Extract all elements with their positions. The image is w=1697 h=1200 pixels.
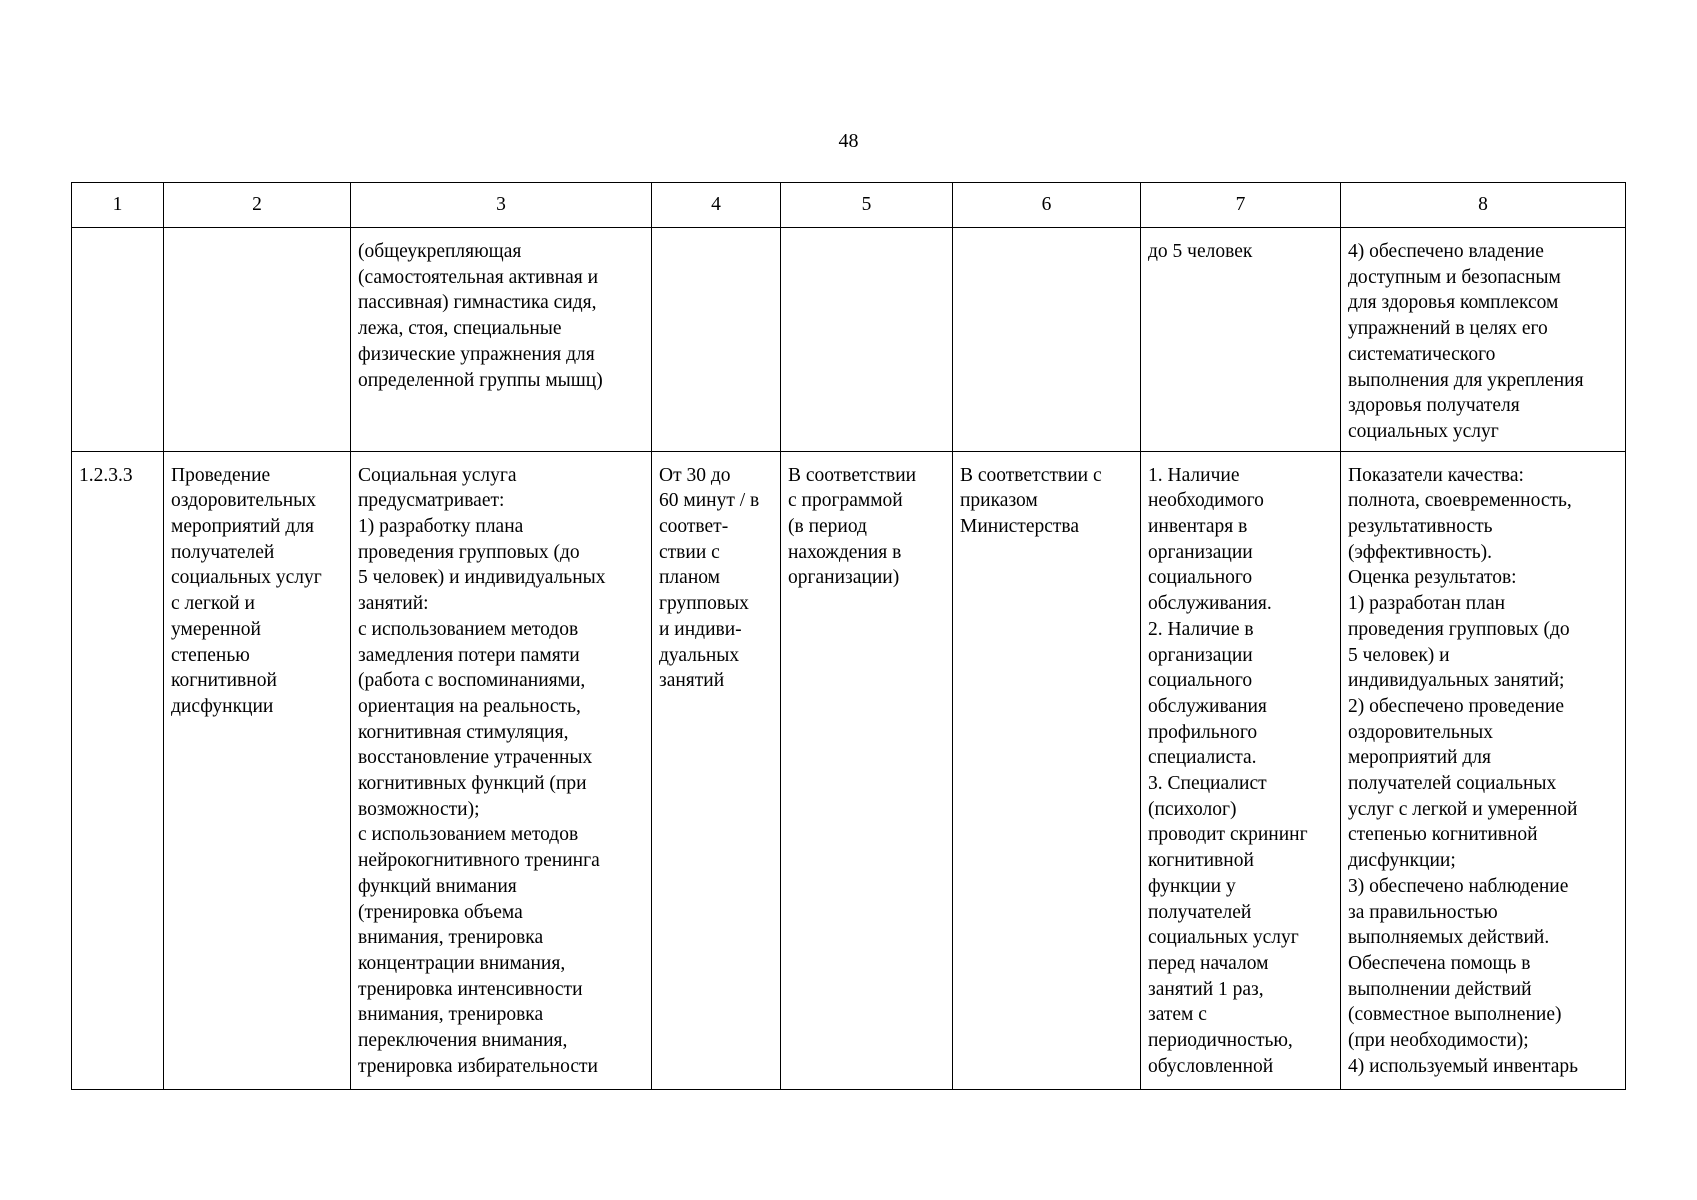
cell-text-line: 60 минут / в: [659, 490, 760, 512]
cell-text-line: перед началом: [1148, 952, 1269, 974]
cell-text-line: результативность: [1348, 516, 1493, 538]
cell-text-line: степенью: [171, 644, 250, 666]
cell-text-line: с использованием методов: [358, 618, 579, 640]
cell-text-line: дисфункции: [171, 695, 274, 717]
column-header: 2: [164, 183, 351, 228]
cell-text-line: 1.2.3.3: [79, 464, 133, 486]
cell-text-line: выполнении действий: [1348, 978, 1532, 1000]
cell-text-line: приказом: [960, 490, 1038, 512]
cell-text-line: организации: [1148, 541, 1253, 563]
cell-text-line: проведения групповых (до: [358, 541, 580, 563]
cell-text-line: 1) разработан план: [1348, 593, 1506, 615]
table-cell: [72, 228, 164, 452]
table-cell: [1141, 228, 1341, 452]
cell-text-line: оздоровительных: [1348, 721, 1494, 743]
cell-text-line: с использованием методов: [358, 824, 579, 846]
cell-text-line: получателей социальных: [1348, 773, 1557, 795]
cell-text-line: Обеспечена помощь в: [1348, 952, 1531, 974]
cell-text-line: когнитивной: [1148, 850, 1254, 872]
cell-text-line: оздоровительных: [171, 490, 317, 512]
cell-text-line: планом: [659, 567, 720, 589]
cell-text-line: 2) обеспечено проведение: [1348, 695, 1564, 717]
cell-text-line: определенной группы мышц): [358, 369, 603, 391]
cell-text-line: занятий:: [358, 593, 429, 615]
cell-text-line: 5 человек) и: [1348, 644, 1450, 666]
cell-text-line: От 30 до: [659, 464, 731, 486]
cell-text-line: упражнений в целях его: [1348, 318, 1548, 340]
cell-text-line: Оценка результатов:: [1348, 567, 1517, 589]
cell-text-line: социального: [1148, 670, 1253, 692]
cell-text-line: Показатели качества:: [1348, 464, 1524, 486]
cell-text-line: групповых: [659, 593, 749, 615]
cell-text-line: услуг с легкой и умеренной: [1348, 798, 1578, 820]
table-row: [72, 228, 1626, 452]
cell-text-line: специалиста.: [1148, 747, 1257, 769]
cell-text-line: В соответствии с: [960, 464, 1102, 486]
page-number: 48: [838, 130, 859, 152]
cell-text-line: выполняемых действий.: [1348, 927, 1550, 949]
table-cell: [72, 451, 164, 1089]
cell-text-line: восстановление утраченных: [358, 747, 593, 769]
cell-text-line: внимания, тренировка: [358, 927, 544, 949]
cell-text-line: тренировка избирательности: [358, 1055, 598, 1077]
cell-text-line: мероприятий для: [171, 516, 314, 538]
cell-text-line: за правильностью: [1348, 901, 1498, 923]
cell-text-line: (совместное выполнение): [1348, 1004, 1562, 1026]
column-header: 5: [781, 183, 953, 228]
cell-text-line: обслуживания: [1148, 695, 1267, 717]
cell-text-line: организации: [1148, 644, 1253, 666]
cell-text-line: (тренировка объема: [358, 901, 523, 923]
cell-text-line: (в период: [788, 516, 867, 538]
cell-text-line: с программой: [788, 490, 903, 512]
cell-text-line: для здоровья комплексом: [1348, 292, 1559, 314]
cell-text-line: Министерства: [960, 516, 1080, 538]
cell-text-line: Проведение: [171, 464, 271, 486]
cell-text-line: 4) используемый инвентарь: [1348, 1055, 1579, 1077]
cell-text-line: (эффективность).: [1348, 541, 1493, 563]
cell-text-line: пассивная) гимнастика сидя,: [358, 292, 597, 314]
cell-text-line: до 5 человек: [1148, 241, 1253, 262]
cell-text-line: (при необходимости);: [1348, 1030, 1529, 1052]
cell-text-line: внимания, тренировка: [358, 1004, 544, 1026]
cell-text-line: полнота, своевременность,: [1348, 490, 1572, 512]
cell-text-line: мероприятий для: [1348, 747, 1491, 769]
cell-text-line: дисфункции;: [1348, 850, 1456, 872]
cell-text-line: необходимого: [1148, 490, 1264, 512]
column-header: 3: [351, 183, 652, 228]
cell-text-line: социальных услуг: [1348, 420, 1499, 442]
cell-text-line: с легкой и: [171, 593, 255, 615]
cell-text-line: предусматривает:: [358, 490, 505, 512]
cell-text-line: занятий: [659, 670, 725, 692]
cell-text-line: проводит скрининг: [1148, 824, 1308, 846]
cell-text-line: выполнения для укрепления: [1348, 369, 1584, 391]
cell-text-line: нейрокогнитивного тренинга: [358, 850, 600, 872]
cell-text-line: получателей: [171, 541, 275, 563]
cell-text-line: ориентация на реальность,: [358, 695, 581, 717]
column-header: 1: [72, 183, 164, 228]
table-cell: [781, 451, 953, 1089]
cell-text-line: периодичностью,: [1148, 1030, 1293, 1052]
cell-text-line: 1. Наличие: [1148, 464, 1240, 486]
column-header: 8: [1341, 183, 1626, 228]
cell-text-line: профильного: [1148, 721, 1258, 743]
cell-text-line: социального: [1148, 567, 1253, 589]
cell-text-line: проведения групповых (до: [1348, 618, 1570, 640]
table-cell: [652, 451, 781, 1089]
cell-text-line: лежа, стоя, специальные: [358, 318, 562, 340]
cell-text-line: затем с: [1148, 1004, 1207, 1026]
cell-text-line: дуальных: [659, 644, 740, 666]
cell-text-line: функции у: [1148, 875, 1236, 897]
table-cell: [164, 451, 351, 1089]
table-cell: [351, 451, 652, 1089]
cell-text-line: физические упражнения для: [358, 343, 595, 365]
cell-text-line: инвентаря в: [1148, 516, 1248, 538]
column-header: 7: [1141, 183, 1341, 228]
table-cell: [953, 228, 1141, 452]
cell-text-line: умеренной: [171, 618, 261, 640]
cell-text-line: когнитивная стимуляция,: [358, 721, 569, 743]
table-header-row: [72, 183, 1626, 228]
cell-text-line: ствии с: [659, 541, 720, 563]
cell-text-line: В соответствии: [788, 464, 917, 486]
table-cell: [1141, 451, 1341, 1089]
cell-text-line: соответ-: [659, 516, 729, 538]
services-table: [71, 182, 1626, 1090]
cell-text-line: 1) разработку плана: [358, 516, 524, 538]
cell-text-line: концентрации внимания,: [358, 952, 566, 974]
column-header: 6: [953, 183, 1141, 228]
cell-text-line: переключения внимания,: [358, 1030, 568, 1052]
table-cell: [1341, 228, 1626, 452]
table-cell: [652, 228, 781, 452]
table-cell: [351, 228, 652, 452]
cell-text-line: степенью когнитивной: [1348, 824, 1538, 846]
cell-text-line: обслуживания.: [1148, 593, 1272, 615]
cell-text-line: социальных услуг: [171, 567, 322, 589]
cell-text-line: 3) обеспечено наблюдение: [1348, 875, 1569, 897]
cell-text-line: (общеукрепляющая: [358, 241, 522, 262]
table-cell: [953, 451, 1141, 1089]
cell-text-line: доступным и безопасным: [1348, 266, 1561, 288]
cell-text-line: когнитивных функций (при: [358, 773, 587, 795]
cell-text-line: и индиви-: [659, 618, 742, 640]
cell-text-line: здоровья получателя: [1348, 395, 1520, 417]
cell-text-line: 4) обеспечено владение: [1348, 241, 1544, 262]
cell-text-line: (работа с воспоминаниями,: [358, 670, 586, 692]
table-row: [72, 451, 1626, 1089]
cell-text-line: нахождения в: [788, 541, 902, 563]
table-cell: [164, 228, 351, 452]
cell-text-line: индивидуальных занятий;: [1348, 670, 1565, 692]
cell-text-line: обусловленной: [1148, 1055, 1274, 1077]
table-cell: [1341, 451, 1626, 1089]
cell-text-line: 5 человек) и индивидуальных: [358, 567, 606, 589]
cell-text-line: систематического: [1348, 343, 1496, 365]
cell-text-line: тренировка интенсивности: [358, 978, 583, 1000]
cell-text-line: 3. Специалист: [1148, 773, 1267, 795]
cell-text-line: 2. Наличие в: [1148, 618, 1254, 640]
cell-text-line: Социальная услуга: [358, 464, 517, 486]
table-cell: [781, 228, 953, 452]
cell-text-line: организации): [788, 567, 900, 589]
cell-text-line: функций внимания: [358, 875, 517, 897]
cell-text-line: занятий 1 раз,: [1148, 978, 1264, 1000]
cell-text-line: возможности);: [358, 798, 480, 820]
cell-text-line: (самостоятельная активная и: [358, 266, 599, 288]
cell-text-line: (психолог): [1148, 798, 1237, 820]
cell-text-line: социальных услуг: [1148, 927, 1299, 949]
cell-text-line: когнитивной: [171, 670, 277, 692]
cell-text-line: замедления потери памяти: [358, 644, 580, 666]
column-header: 4: [652, 183, 781, 228]
cell-text-line: получателей: [1148, 901, 1252, 923]
